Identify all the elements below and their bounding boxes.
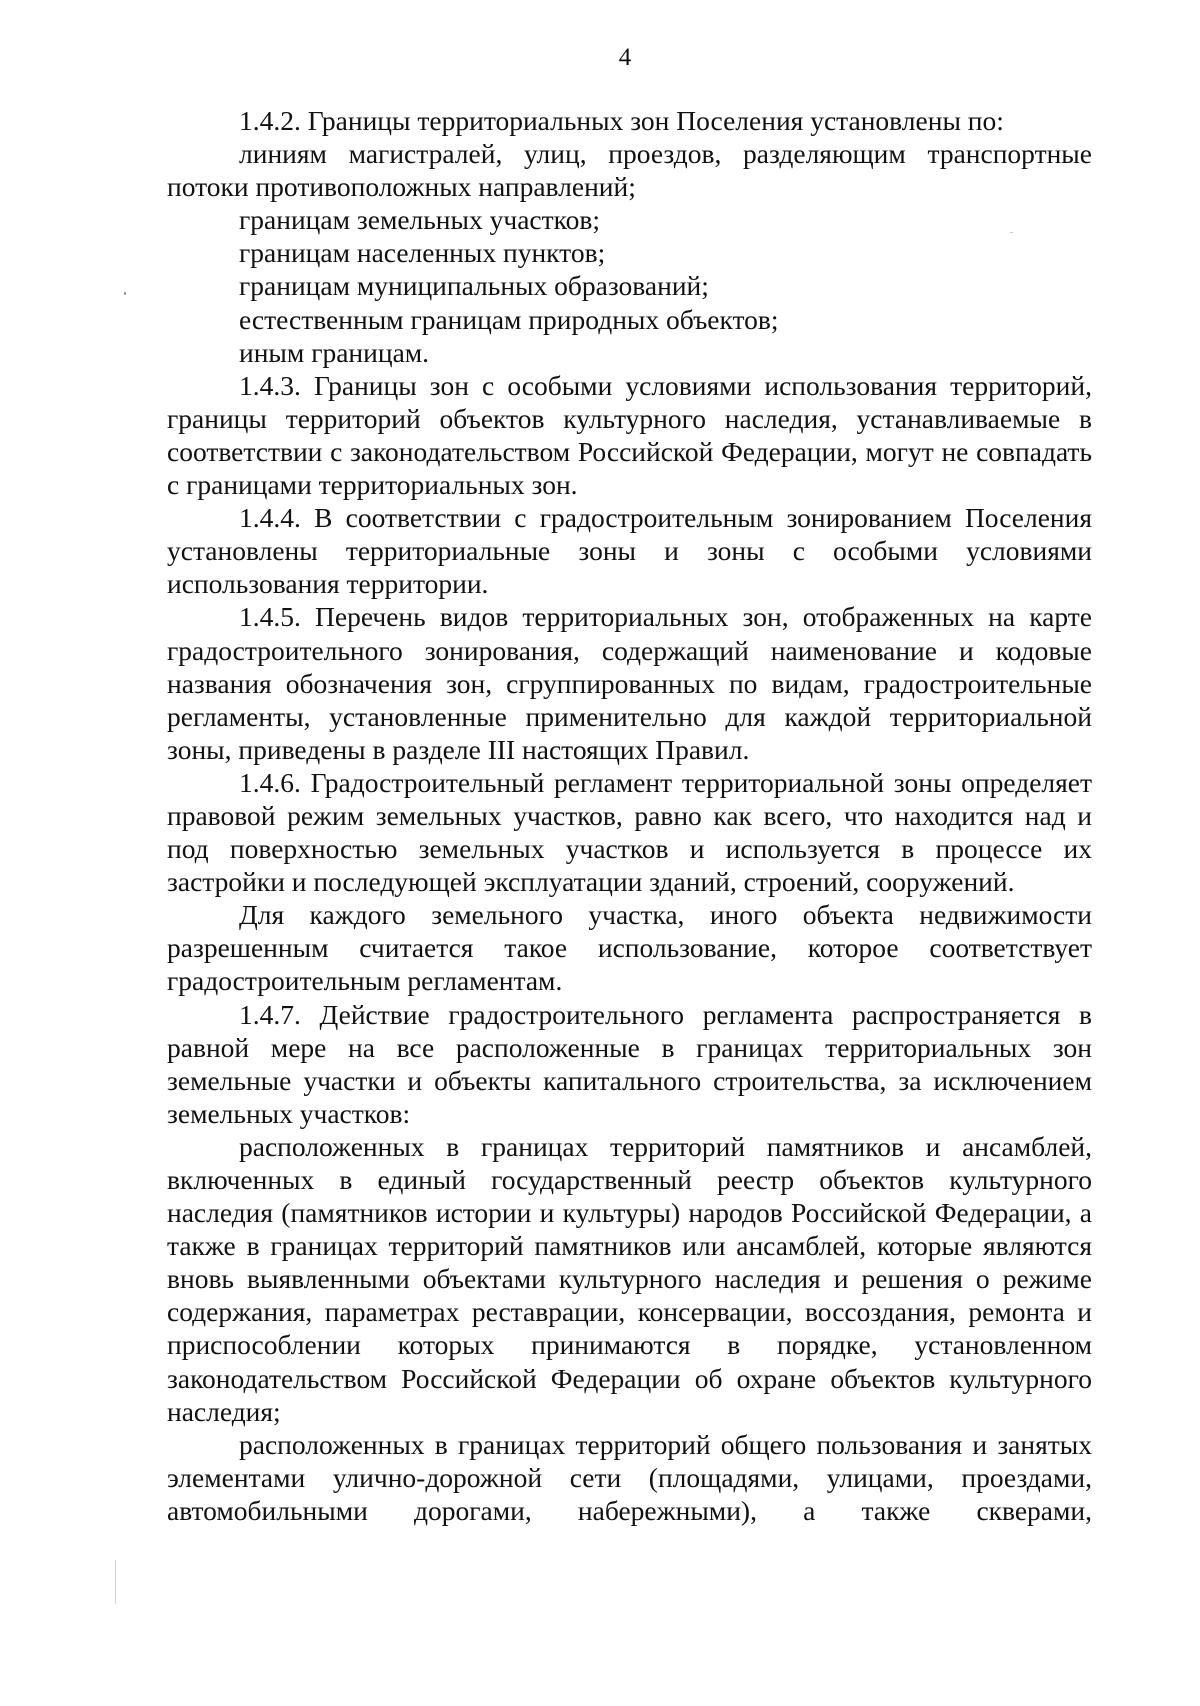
paragraph-1-4-4: 1.4.4. В соответствии с градостроительным зонированием Поселения установлены территориальные зоны и зоны с особыми условиями использования территории. <box>167 502 1092 600</box>
list-item-highway-lines: линиям магистралей, улиц, проездов, разделяющим транспортные потоки противоположных направлений; <box>167 138 1092 203</box>
paragraph-1-4-5: 1.4.5. Перечень видов территориальных зон, отображенных на карте градостроительного зонирования, содержащий наименование и кодовые названия обозначения зон, сгруппированных по видам, градостроительные регламенты, установленные применительно для каждой территориальной зоны, приведены в разделе III настоящих Правил. <box>167 601 1092 765</box>
page-number: 4 <box>618 44 632 71</box>
paragraph-1-4-2-heading: 1.4.2. Границы территориальных зон Поселения установлены по: <box>239 105 1004 136</box>
list-item-natural-boundaries: естественным границам природных объектов; <box>239 303 779 335</box>
scan-speck <box>124 292 126 295</box>
list-item-public-territories: расположенных в границах территорий общего пользования и занятых элементами улично-дорожной сети (площадями, улицами, проездами, автомобильными дорогами, набережными), а также скверами, <box>167 1428 1092 1526</box>
scan-speck <box>115 1560 116 1604</box>
list-item-heritage-territories: расположенных в границах территорий памятников и ансамблей, включенных в единый государственный реестр объектов культурного наследия (памятников истории и культуры) народов Российской Федерации, а также в границах территорий памятников или ансамблей, которые являются вновь выявленными объектами культурного наследия и решения о режиме содержания, параметрах реставрации, консервации, воссоздания, ремонта и приспособлении которых принимаются в порядке, установленном законодательством Российской Федерации об охране объектов культурного наследия; <box>167 1130 1092 1427</box>
list-item-settlement-boundaries: границам населенных пунктов; <box>239 237 606 269</box>
paragraph-1-4-3: 1.4.3. Границы зон с особыми условиями использования территорий, границы территорий объектов культурного наследия, устанавливаемые в соответствии с законодательством Российской Федерации, могут не совпадать с границами территориальных зон. <box>167 369 1092 501</box>
scan-speck <box>1010 232 1013 233</box>
document-body <box>167 104 1092 1527</box>
paragraph-permitted-use: Для каждого земельного участка, иного объекта недвижимости разрешенным считается такое использование, которое соответствует градостроительным регламентам. <box>167 899 1092 997</box>
list-item-other-boundaries: иным границам. <box>239 336 430 368</box>
paragraph-1-4-6: 1.4.6. Градостроительный регламент территориальной зоны определяет правовой режим земельных участков, равно как всего, что находится над и под поверхностью земельных участков и используется в процессе их застройки и последующей эксплуатации зданий, строений, сооружений. <box>167 766 1092 898</box>
list-item-land-plot-boundaries: границам земельных участков; <box>239 204 600 236</box>
paragraph-1-4-7: 1.4.7. Действие градостроительного регламента распространяется в равной мере на все расположенные в границах территориальных зон земельные участки и объекты капитального строительства, за исключением земельных участков: <box>167 998 1092 1129</box>
list-item-municipal-boundaries: границам муниципальных образований; <box>239 270 709 302</box>
